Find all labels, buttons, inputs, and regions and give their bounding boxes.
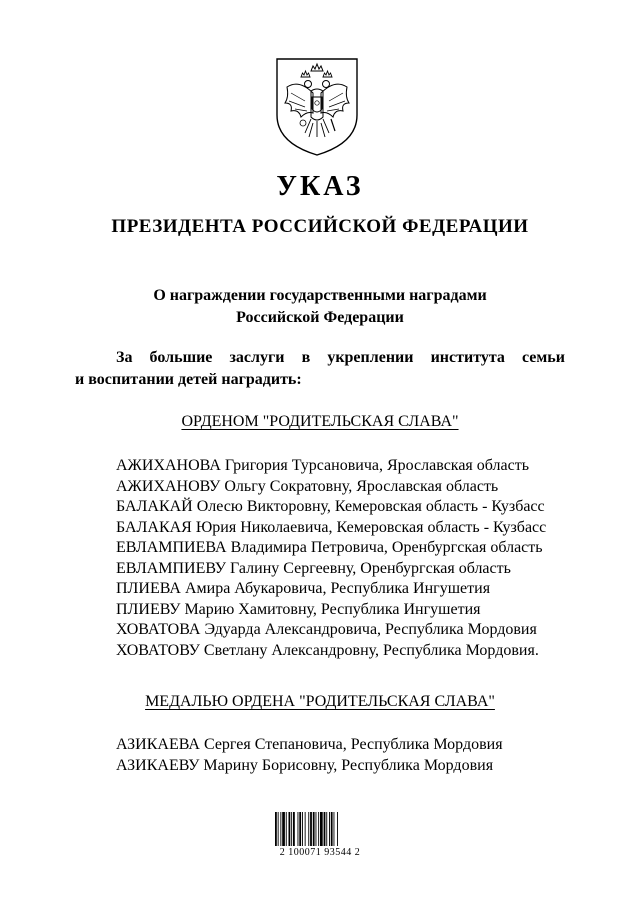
barcode-bar (278, 812, 279, 846)
barcode-icon (273, 812, 363, 848)
barcode-bar (289, 812, 291, 846)
list-item: ЕВЛАМПИЕВУ Галину Сергеевну, Оренбургская область (116, 559, 511, 577)
document-title: УКАЗ (276, 171, 364, 202)
barcode-bar (324, 812, 326, 846)
barcode-bar (334, 812, 335, 846)
barcode (273, 812, 363, 852)
barcode-bar (291, 812, 292, 846)
barcode-bar (318, 812, 319, 846)
preamble-word: семьи (522, 349, 565, 366)
list-item: АЖИХАНОВА Григория Турсановича, Ярославская область (116, 457, 530, 474)
medal-parental-glory-title: МЕДАЛЬЮ ОРДЕНА "РОДИТЕЛЬСКАЯ СЛАВА" (145, 693, 495, 710)
list-item: БАЛАКАЙ Олесю Викторовну, Кемеровская область - Кузбасс (116, 498, 545, 515)
barcode-bar (280, 812, 281, 846)
barcode-bar (313, 812, 315, 846)
list-item: АЗИКАЕВУ Марину Борисовну, Республика Мордовия (116, 756, 494, 774)
order-parental-glory-title: ОРДЕНОМ "РОДИТЕЛЬСКАЯ СЛАВА" (181, 413, 459, 430)
barcode-bar (282, 812, 285, 846)
decree-heading (0, 285, 640, 329)
list-item: АЖИХАНОВУ Ольгу Сократовну, Ярославская область (116, 477, 499, 495)
barcode-bar (337, 812, 338, 846)
russian-coat-of-arms-icon (275, 57, 359, 157)
recipient-list (116, 456, 616, 661)
barcode-bar (308, 812, 309, 846)
barcode-bar (329, 812, 330, 846)
list-item: ХОВАТОВА Эдуарда Александровича, Республика Мордовия (116, 621, 537, 638)
barcode-bar (302, 812, 303, 846)
barcode-bar (298, 812, 299, 846)
barcode-bar (275, 812, 277, 846)
document-subtitle: ПРЕЗИДЕНТА РОССИЙСКОЙ ФЕДЕРАЦИИ (111, 216, 529, 237)
barcode-bar (305, 812, 306, 846)
barcode-bar (293, 812, 295, 846)
barcode-bar (299, 812, 301, 846)
barcode-bar (286, 812, 287, 846)
preamble-word: укреплении (327, 349, 414, 366)
list-item: АЗИКАЕВА Сергея Степановича, Республика Мордовия (116, 736, 503, 753)
award-section-title (0, 413, 640, 431)
list-item: БАЛАКАЯ Юрия Николаевича, Кемеровская область - Кузбасс (116, 518, 547, 536)
preamble-word: в (301, 349, 311, 366)
preamble-word: За (116, 349, 133, 366)
barcode-bar (310, 812, 312, 846)
list-item: ПЛИЕВУ Марию Хамитовну, Республика Ингушетия (116, 600, 481, 618)
recipient-list (116, 735, 616, 776)
barcode-number: 2 100071 93544 2 (279, 847, 361, 858)
barcode-bar (326, 812, 327, 846)
list-item: ХОВАТОВУ Светлану Александровну, Республика Мордовия. (116, 641, 539, 659)
decree-heading-line2: Российской Федерации (236, 309, 404, 326)
list-item: ПЛИЕВА Амира Абукаровича, Республика Ингушетия (116, 580, 491, 597)
barcode-bar (331, 812, 333, 846)
preamble-line1 (75, 347, 565, 369)
decree-heading-line1: О награждении государственными наградами (153, 287, 487, 304)
preamble-word: заслуги (229, 349, 285, 366)
barcode-bar (316, 812, 317, 846)
preamble-paragraph (75, 347, 565, 391)
barcode-bar (320, 812, 323, 846)
preamble-word: большие (149, 349, 213, 366)
preamble-line2: и воспитании детей наградить: (75, 371, 302, 388)
coat-of-arms-emblem (275, 57, 359, 157)
award-section-title (0, 693, 640, 711)
preamble-word: института (430, 349, 505, 366)
list-item: ЕВЛАМПИЕВА Владимира Петровича, Оренбургская область (116, 539, 543, 556)
